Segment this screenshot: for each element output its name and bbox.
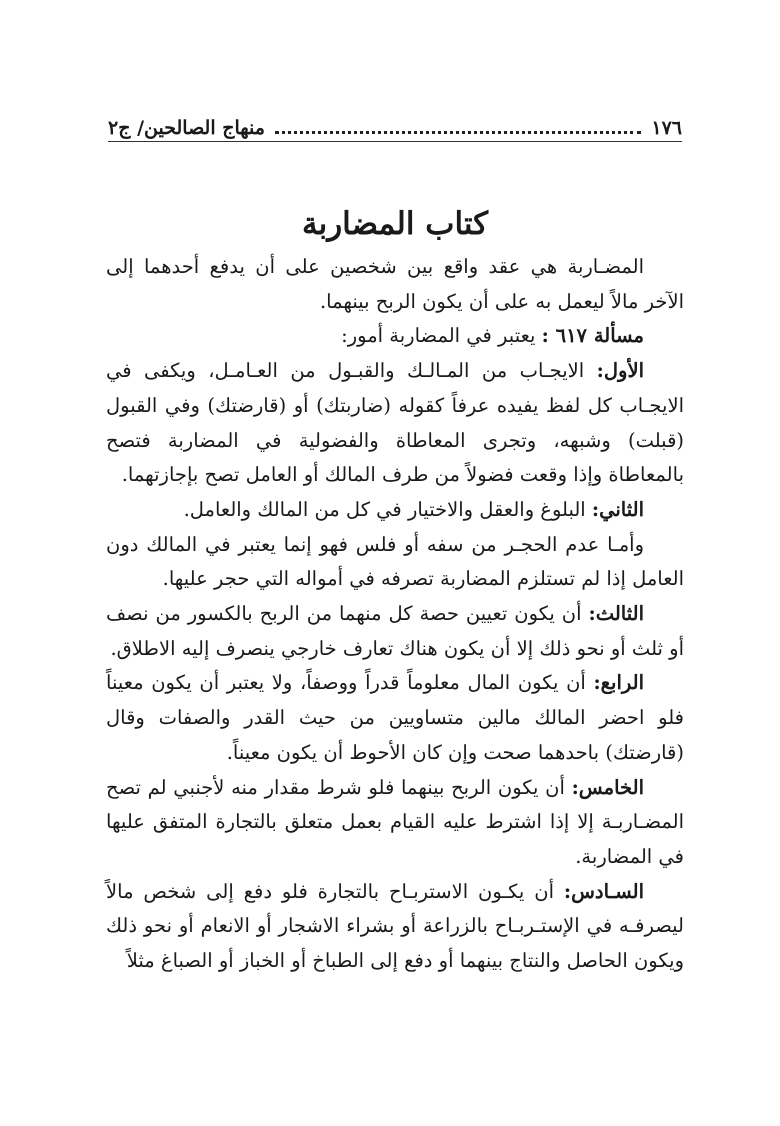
paragraph-text: الايجـاب من المـالـك والقبـول من العـامـل، ويكفى في الايجـاب كل لفظ يفيده عرفاً كقوله (ضاربتك) أو (قارضتك) وفي القبول (قبلت) وشبهه، وتجرى المعاطاة والفضولية في المضاربة فتصح بالمعاطاة وإذا وقعت فضولاً من طرف المالك أو العامل تصح بإجازتهما. (106, 359, 684, 487)
paragraph-definition (106, 250, 684, 319)
paragraph-term: الخامس: (571, 775, 644, 799)
paragraph-term: الأول: (596, 359, 644, 383)
paragraph-sixth-condition (106, 875, 684, 979)
page-number: ١٧٦ (651, 117, 682, 139)
paragraph-second-condition (106, 493, 684, 528)
paragraph-interdiction (106, 528, 684, 597)
body-text (106, 250, 684, 979)
paragraph-term: الثاني: (591, 497, 644, 521)
chapter-title: كتاب المضاربة (301, 206, 489, 242)
paragraph-text: أن يكـون الاستربـاح بالتجارة فلو دفع إلى شخص مالاً ليصرفـه في الإستـربـاح بالزراعة أو بشراء الاشجار أو الانعام أو نحو ذلك ويكون الحاصل والنتاج بينهما أو دفع إلى الطباخ أو الخباز أو الصباغ مثلاً (106, 879, 684, 973)
paragraph-text: وأمـا عدم الحجـر من سفه أو فلس فهو إنما يعتبر في المالك دون العامل إذا لم تستلزم المضاربة تصرفه في أمواله التي حجر عليها. (106, 532, 684, 591)
paragraph-issue-617 (106, 319, 684, 354)
running-header (108, 104, 682, 138)
paragraph-fourth-condition (106, 666, 684, 770)
paragraph-first-condition (106, 354, 684, 493)
paragraph-text: أن يكون تعيين حصة كل منهما من الربح بالكسور من نصف أو ثلث أو نحو ذلك إلا أن يكون هناك تعارف خارجي ينصرف إليه الاطلاق. (106, 602, 684, 660)
paragraph-term: مسألة ٦١٧ : (541, 324, 644, 348)
dot-leader (275, 131, 641, 134)
header-rule (108, 141, 682, 142)
paragraph-text: المضـاربة هي عقد واقع بين شخصين على أن يدفع أحدهما إلى الآخر مالاً ليعمل به على أن يكون الربح بينهما. (106, 255, 684, 313)
paragraph-term: الرابع: (593, 671, 644, 695)
paragraph-fifth-condition (106, 771, 684, 875)
paragraph-text: يعتبر في المضاربة أمور: (341, 324, 542, 348)
paragraph-text: أن يكون المال معلوماً قدراً ووصفاً، ولا يعتبر أن يكون معيناً فلو احضر المالك مالين متساويين من حيث القدر والصفات وقال (قارضتك) باحدهما صحت وإن كان الأحوط أن يكون معيناً. (106, 671, 684, 764)
book-title: منهاج الصالحين/ ج٢ (108, 117, 265, 139)
paragraph-text: أن يكون الربح بينهما فلو شرط مقدار منه لأجنبي لم تصح المضـاربـة إلا إذا اشترط عليه القيام بعمل متعلق بالتجارة المتفق عليها في المضاربة. (106, 775, 684, 868)
paragraph-term: السـادس: (563, 879, 644, 903)
paragraph-third-condition (106, 597, 684, 666)
paragraph-text: البلوغ والعقل والاختيار في كل من المالك والعامل. (183, 497, 592, 521)
paragraph-term: الثالث: (588, 602, 644, 626)
